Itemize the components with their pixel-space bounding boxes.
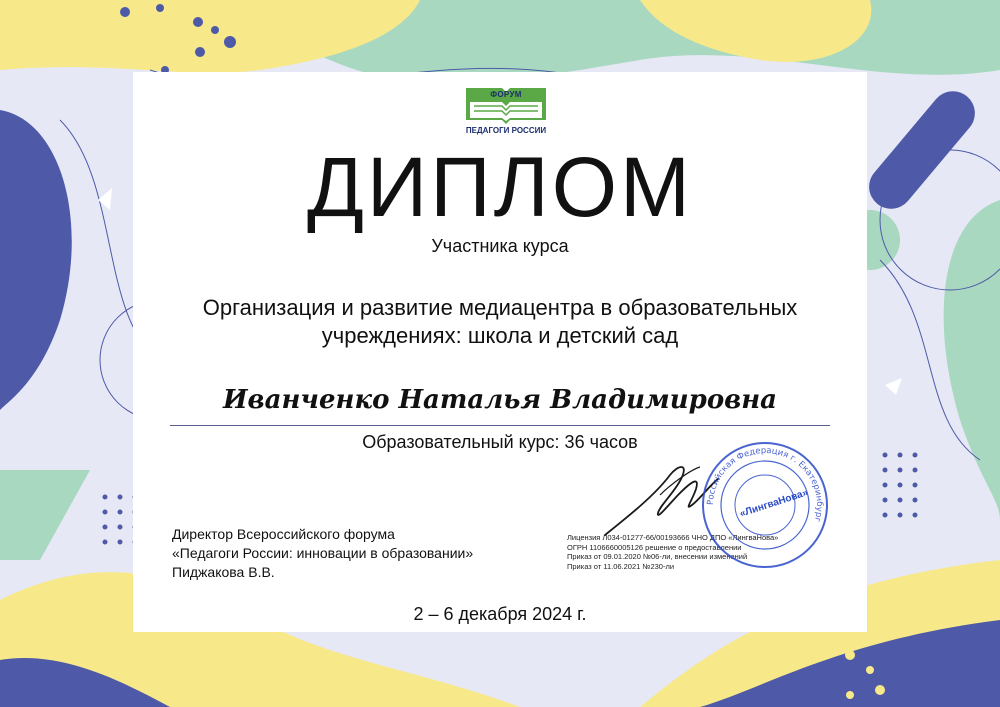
stamp-center-text: «ЛингваНова» (738, 487, 810, 520)
course-hours: Образовательный курс: 36 часов (362, 432, 638, 452)
course-title: Организация и развитие медиацентра в образовательных учреждениях: школа и детский сад (202, 295, 798, 348)
license-line4: Приказ от 11.06.2021 №230-ли (567, 561, 675, 571)
director-block (172, 525, 473, 582)
director-line2: «Педагоги России: инновации в образовании» (172, 545, 474, 561)
license-line2: ОГРН 1106660005126 решение о предоставлении (567, 542, 742, 552)
director-line3: Пиджакова В.В. (172, 564, 275, 580)
logo-line1: ФОРУМ (490, 90, 522, 99)
license-line1: Лицензия Л034-01277-66/00193666 ЧНО ДПО «ЛингваНова» (567, 533, 779, 542)
stamp-ring-text: Российская Федерация г. Екатеринбург (705, 445, 825, 524)
diploma-title: ДИПЛОМ (306, 140, 694, 234)
director-line1: Директор Всероссийского форума (172, 526, 395, 542)
license-line3: Приказ от 09.01.2020 №06-ли, внесении изменений (567, 552, 748, 561)
diploma-subtitle: Участника курса (431, 236, 569, 256)
recipient-name: Иванченко Наталья Владимировна (222, 385, 778, 415)
logo-line2: ПЕДАГОГИ РОССИИ (465, 126, 547, 135)
name-underline (170, 425, 830, 426)
course-dates: 2 – 6 декабря 2024 г. (413, 604, 587, 624)
